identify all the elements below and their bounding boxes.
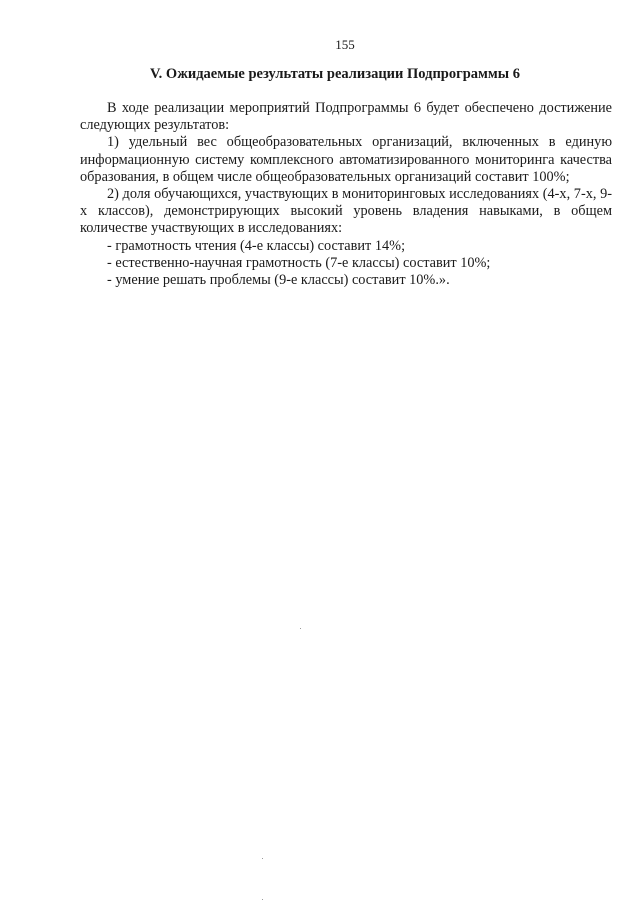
paragraph-result-1: 1) удельный вес общеобразовательных организаций, включенных в единую информационную систему комплексного автоматизированного мониторинга качества образования, в общем числе общеобразовательных организаций составит 100%; <box>80 134 612 185</box>
scan-speck <box>262 858 263 859</box>
section-title: V. Ожидаемые результаты реализации Подпрограммы 6 <box>150 66 520 82</box>
bullet-item-problem-solving: - умение решать проблемы (9-е классы) составит 10%.». <box>107 272 450 289</box>
paragraph-intro: В ходе реализации мероприятий Подпрограммы 6 будет обеспечено достижение следующих результатов: <box>80 100 612 134</box>
paragraph-result-2: 2) доля обучающихся, участвующих в мониторинговых исследованиях (4-х, 7-х, 9-х классов), демонстрирующих высокий уровень владения навыками, в общем количестве участвующих в исследованиях: <box>80 186 612 237</box>
bullet-item-reading: - грамотность чтения (4-е классы) составит 14%; <box>107 237 406 254</box>
scan-speck <box>262 899 263 900</box>
bullet-item-science: - естественно-научная грамотность (7-е классы) составит 10%; <box>107 254 491 271</box>
scan-speck <box>300 628 301 629</box>
section-body <box>80 100 612 289</box>
page-number: 155 <box>335 37 355 52</box>
